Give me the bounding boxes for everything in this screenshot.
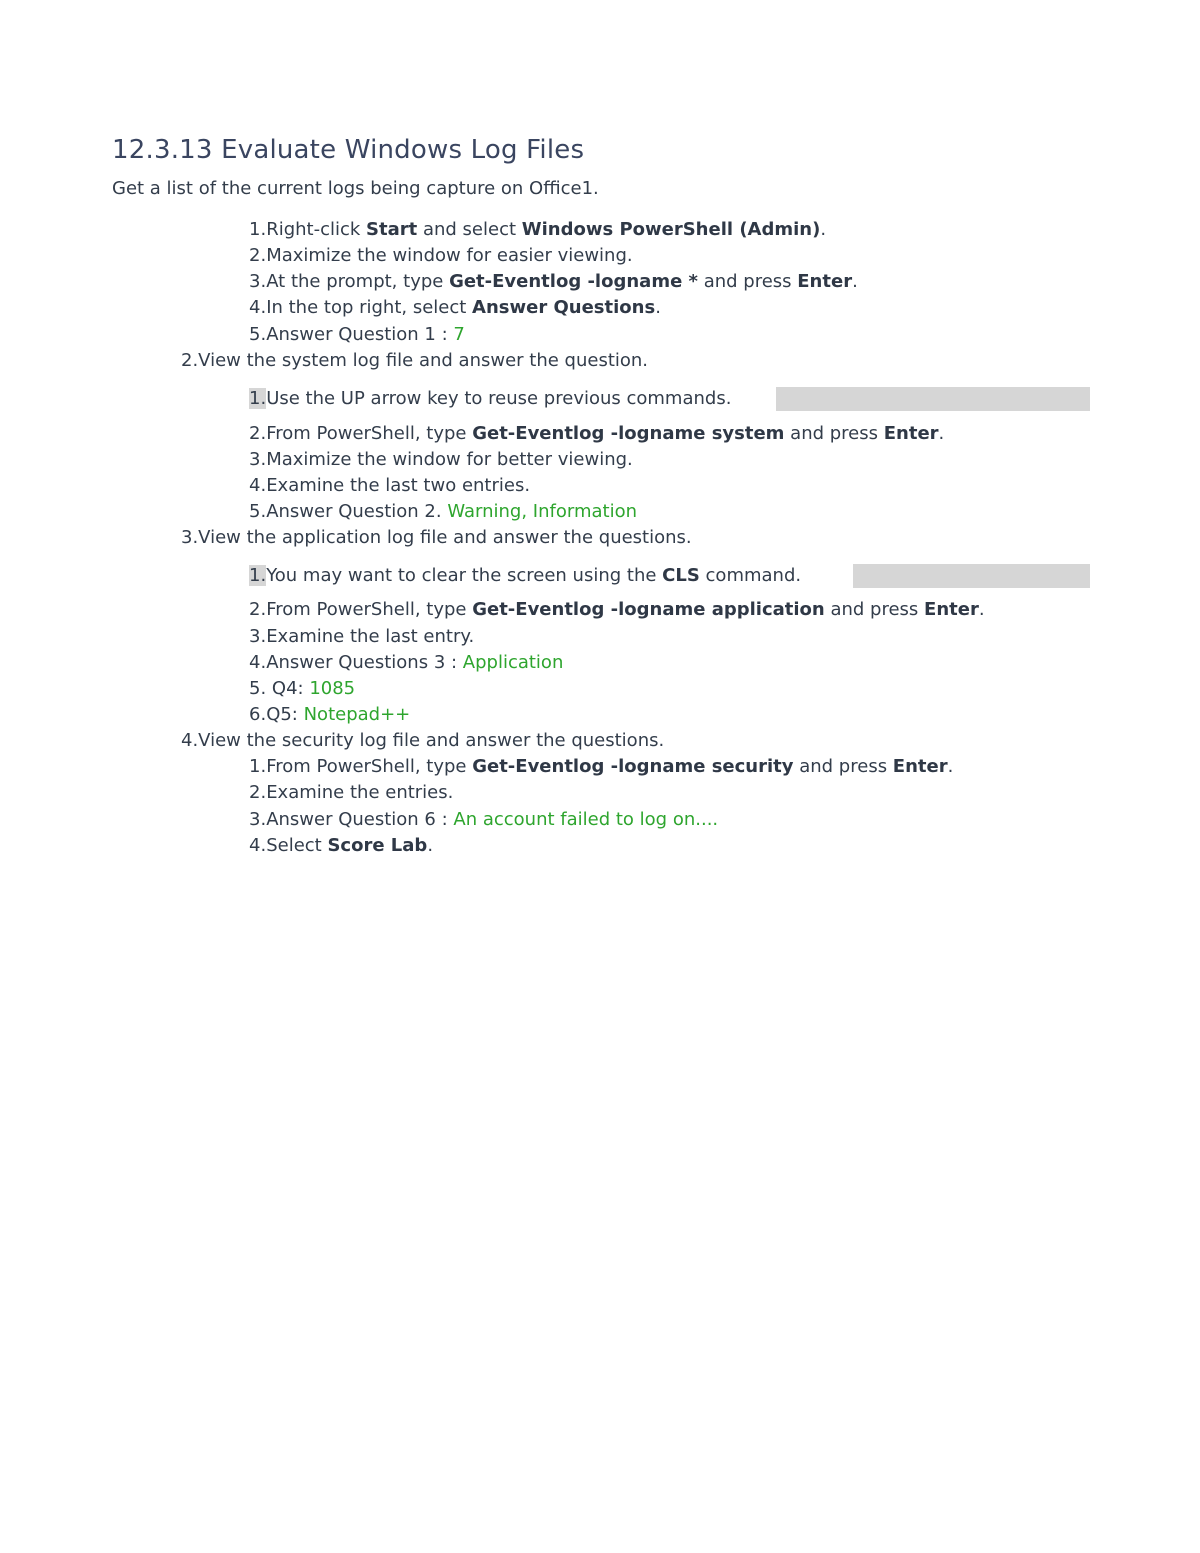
answer-text: Notepad++ [303,704,411,725]
s1-step-3: 3.At the prompt, type Get-Eventlog -logname * and press Enter. [249,271,858,292]
s2-highlight-bar [776,387,1090,411]
s1-step-1: 1.Right-click Start and select Windows PowerShell (Admin). [249,219,827,240]
s4-step-1: 1.From PowerShell, type Get-Eventlog -logname security and press Enter. [249,756,954,777]
intro-text: Get a list of the current logs being capture on Office1. [112,178,599,199]
s3-heading: 3.View the application log file and answer the questions. [181,527,692,548]
s3-step-5: 5. Q4: 1085 [249,678,356,699]
s2-step-5: 5.Answer Question 2. Warning, Information [249,501,637,522]
answer-text: Warning, Information [447,501,637,522]
answer-text: 1085 [309,678,356,699]
s3-highlight-bar [853,564,1090,588]
page-title: 12.3.13 Evaluate Windows Log Files [112,135,585,165]
s2-step-2: 2.From PowerShell, type Get-Eventlog -logname system and press Enter. [249,423,945,444]
s3-step-4: 4.Answer Questions 3 : Application [249,652,564,673]
s1-step-5: 5.Answer Question 1 : 7 [249,324,465,345]
s1-step-2: 2.Maximize the window for easier viewing. [249,245,633,266]
answer-text: 7 [453,324,465,345]
s4-step-4: 4.Select Score Lab. [249,835,434,856]
s4-step-3: 3.Answer Question 6 : An account failed to log on.... [249,809,719,830]
s3-step-3: 3.Examine the last entry. [249,626,475,647]
s3-step-2: 2.From PowerShell, type Get-Eventlog -logname application and press Enter. [249,599,985,620]
answer-text: An account failed to log on.... [453,809,719,830]
s2-heading: 2.View the system log file and answer the question. [181,350,649,371]
s4-heading: 4.View the security log file and answer the questions. [181,730,665,751]
s3-step-1: 1.You may want to clear the screen using the CLS command. [249,565,802,586]
s2-step-1: 1.Use the UP arrow key to reuse previous commands. [249,388,732,409]
s2-step-4: 4.Examine the last two entries. [249,475,531,496]
answer-text: Application [462,652,564,673]
s4-step-2: 2.Examine the entries. [249,782,454,803]
s2-step-3: 3.Maximize the window for better viewing. [249,449,633,470]
s1-step-4: 4.In the top right, select Answer Questions. [249,297,661,318]
s3-step-6: 6.Q5: Notepad++ [249,704,411,725]
